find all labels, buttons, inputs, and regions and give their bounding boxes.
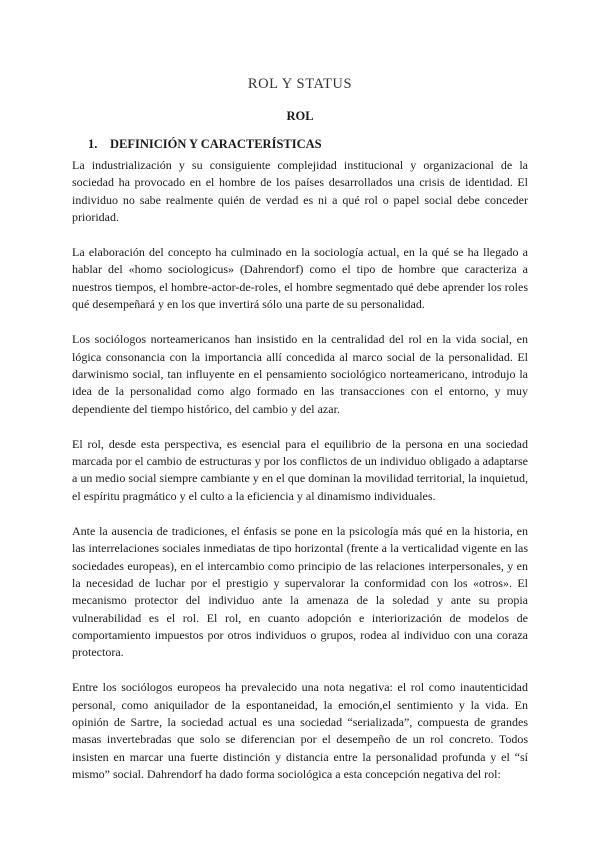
- heading-number: 1.: [88, 137, 98, 151]
- paragraph: Ante la ausencia de tradiciones, el énfasis se pone en la psicología más qué en la historia, en las interrelaciones sociales inmediatas de tipo horizontal (frente a la verticalidad vigente en las sociedades europeas), en el intercambio como principio de las relaciones interpersonales, y en la necesidad de luchar por el prestigio y supervalorar la conformidad con los «otros». El mecanismo protector del individuo ante la amenaza de la soledad y ante su propia vulnerabilidad es el rol. El rol, en cuanto adopción e interiorización de modelos de comportamiento impuestos por otros individuos o grupos, rodea al individuo con una coraza protectora.: [72, 524, 528, 660]
- paragraph: La elaboración del concepto ha culminado en la sociología actual, en la qué se ha llegado a hablar del «homo sociologicus» (Dahrendorf) como el tipo de hombre que caracteriza a nuestros tiempos, el hombre-actor-de-roles, el hombre segmentado qué debe aprender los roles qué desempeñará y en los que invertirá sólo una parte de su personalidad.: [72, 245, 528, 312]
- section-title: ROL: [286, 109, 314, 123]
- document-title: ROL Y STATUS: [247, 76, 353, 92]
- paragraph: El rol, desde esta perspectiva, es esencial para el equilibrio de la persona en una sociedad marcada por el cambio de estructuras y por los conflictos de un individuo obligado a adaptarse a un medio social siempre cambiante y en el que dominan la movilidad territorial, la inquietud, el espíritu pragmático y el culto a la eficiencia y al dinamismo individuales.: [72, 436, 528, 503]
- heading-text: DEFINICIÓN Y CARACTERÍSTICAS: [110, 137, 322, 151]
- paragraph: Entre los sociólogos europeos ha prevalecido una nota negativa: el rol como inautenticidad personal, como aniquilador de la espontaneidad, la emoción,el sentimiento y la vida. En opinión de Sartre, la sociedad actual es una sociedad “serializada”, compuesta de grandes masas invertebradas que solo se diferencian por el desempeño de un rol concreto. Todos insisten en marcar una fuerte distinción y distancia entre la personalidad profunda y el “sí mismo” social. Dahrendorf ha dado forma sociológica a esta concepción negativa del rol:: [72, 680, 528, 781]
- section-heading: [88, 137, 322, 152]
- paragraph: Los sociólogos norteamericanos han insistido en la centralidad del rol en la vida social, en lógica consonancia con la importancia allí concedida al marco social de la personalidad. El darwinismo social, tan influyente en el pensamiento sociológico norteamericano, introdujo la idea de la personalidad como algo formado en las transacciones con el entorno, y muy dependiente del tiempo histórico, del cambio y del azar.: [72, 332, 528, 416]
- document-body: [72, 157, 528, 801]
- paragraph: La industrialización y su consiguiente complejidad institucional y organizacional de la sociedad ha provocado en el hombre de los países desarrollados una crisis de identidad. El individuo no sabe realmente quién de verdad es ni a qué rol o papel social debe conceder prioridad.: [72, 158, 528, 224]
